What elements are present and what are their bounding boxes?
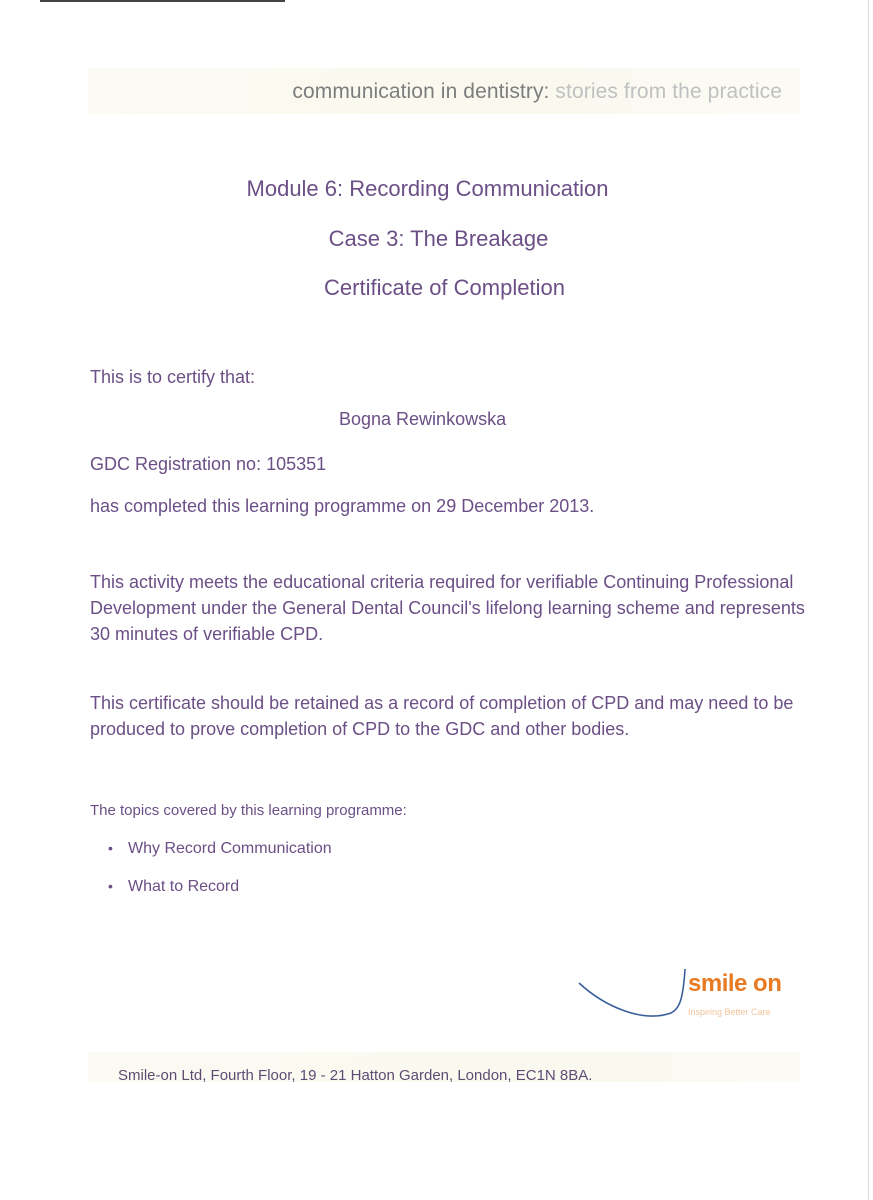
criteria-paragraph: This activity meets the educational criteria required for verifiable Continuing Professional Development under the General Dental Council's lifelong learning scheme and represents 30 minutes of verifiable CPD. [90,572,805,644]
topic-item [108,840,332,858]
topic-label: What to Record [128,878,240,895]
footer-address: Smile-on Ltd, Fourth Floor, 19 - 21 Hatton Garden, London, EC1N 8BA. [118,1067,593,1084]
scan-edge-right [868,0,869,1200]
smile-on-logo [575,965,805,1025]
certificate-title: Certificate of Completion [324,275,565,300]
smile-swoosh-icon [575,965,690,1025]
case-title: Case 3: The Breakage [328,226,549,251]
topic-label: Why Record Communication [128,840,332,857]
logo-slogan: Inspiring Better Care [688,1007,771,1017]
topic-item [108,878,239,896]
gdc-registration: GDC Registration no: 105351 [90,454,327,474]
bullet-icon: • [108,840,113,856]
tagline-main: communication in dentistry: [292,80,550,103]
certify-text: This is to certify that: [90,367,256,387]
recipient-name: Bogna Rewinkowska [339,409,507,429]
logo-name: smile on [688,970,782,997]
bullet-icon: • [108,878,113,894]
header-tagline [0,80,782,104]
topics-heading: The topics covered by this learning programme: [90,802,407,819]
completion-statement: has completed this learning programme on 29 December 2013. [90,496,595,516]
tagline-sub: stories from the practice [549,80,782,103]
scan-edge-line [40,0,285,2]
retain-paragraph: This certificate should be retained as a record of completion of CPD and may need to be produced to prove completion of CPD to the GDC and other bodies. [90,693,794,739]
module-title: Module 6: Recording Communication [246,176,609,201]
